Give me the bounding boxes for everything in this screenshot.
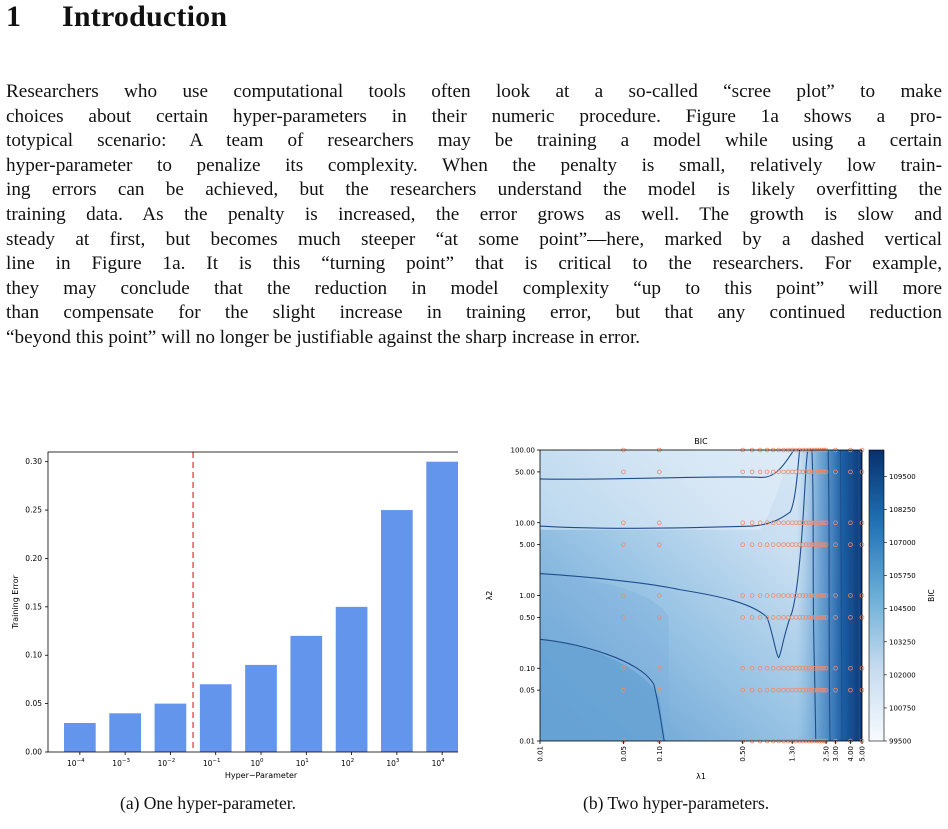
x-tick-label: 5.00 <box>858 746 867 762</box>
y-tick-label: 0.00 <box>25 747 42 757</box>
y-tick-label: 0.05 <box>519 686 535 695</box>
section-title: Introduction <box>62 0 228 33</box>
section-number: 1 <box>6 0 22 33</box>
y-tick-label: 0.10 <box>25 650 42 660</box>
x-tick-label: $10^{-2}$ <box>157 758 176 768</box>
y-axis-label: λ2 <box>485 590 494 601</box>
paragraph-line: steady at first, but becomes much steeper “at some point”—here, marked by a dashed vertical <box>6 228 942 250</box>
y-tick-label: 0.25 <box>25 505 42 515</box>
bar <box>200 684 232 752</box>
x-tick-label: 2.50 <box>822 746 831 762</box>
x-tick-exponent: −4 <box>76 758 85 764</box>
x-tick-label: 0.10 <box>655 746 664 762</box>
chart-title: BIC <box>694 437 708 446</box>
x-tick-label: 1.30 <box>788 746 797 762</box>
bar <box>64 723 96 752</box>
bar <box>290 636 322 752</box>
paragraph-line: “beyond this point” will no longer be justifiable against the sharp increase in error. <box>6 326 641 348</box>
y-tick-label: 100.00 <box>510 446 535 455</box>
x-tick-exponent: 4 <box>441 758 445 764</box>
x-tick-label: $10^{-3}$ <box>112 758 130 768</box>
paragraph-line: they may conclude that the reduction in model complexity “up to this point” will more <box>6 277 942 299</box>
y-tick-label: 0.20 <box>25 553 42 563</box>
caption-a: (a) One hyper-parameter. <box>120 793 297 813</box>
y-tick-label: 0.50 <box>519 613 535 622</box>
paragraph-line: training data. As the penalty is increased, the error grows as well. The growth is slow and <box>6 203 942 225</box>
colorbar-tick-label: 109500 <box>889 472 916 481</box>
y-tick-label: 0.15 <box>25 602 42 612</box>
colorbar-tick-label: 103250 <box>889 638 916 647</box>
x-tick-exponent: −3 <box>121 758 130 764</box>
paragraph-line: ing errors can be achieved, but the researchers understand the model is likely overfitting the <box>6 179 942 201</box>
contour-line <box>859 450 860 741</box>
y-axis-label: Training Error <box>11 575 20 629</box>
bar-chart-one-hyperparameter <box>8 442 458 787</box>
intro-paragraph <box>6 80 942 351</box>
x-axis-label: λ1 <box>696 772 706 781</box>
x-tick-exponent: 2 <box>350 758 355 764</box>
colorbar-tick-label: 105750 <box>889 572 916 581</box>
paragraph-line: than compensate for the slight increase in training error, but that any continued reduction <box>6 302 942 324</box>
paragraph-line: Researchers who use computational tools often look at a so-called “scree plot” to make <box>6 81 942 102</box>
bar <box>245 665 277 752</box>
x-tick-exponent: −2 <box>167 758 176 764</box>
y-tick-label: 1.00 <box>519 592 535 600</box>
bar <box>336 607 368 752</box>
section-heading <box>6 0 227 34</box>
paragraph-line: hyper-parameter to penalize its complexity. When the penalty is small, relatively low train- <box>6 154 942 176</box>
bar <box>155 704 187 752</box>
colorbar-label: BIC <box>927 589 936 602</box>
x-tick-label: $10^4$ <box>431 758 445 768</box>
y-tick-label: 0.05 <box>25 699 42 709</box>
x-tick-label: $10^{-4}$ <box>67 758 85 768</box>
bar <box>426 462 458 752</box>
x-axis-label: Hyper−Parameter <box>224 771 298 780</box>
x-tick-label: 0.05 <box>619 746 628 762</box>
y-tick-label: 0.30 <box>25 457 42 467</box>
paragraph-line: totypical scenario: A team of researchers may be training a model while using a certain <box>6 130 942 152</box>
caption-b: (b) Two hyper-parameters. <box>583 793 770 813</box>
bar <box>381 510 413 752</box>
y-tick-label: 0.10 <box>519 664 535 673</box>
contour-chart-two-hyperparameters <box>478 430 948 790</box>
y-tick-label: 10.00 <box>514 519 535 528</box>
x-tick-label: 4.00 <box>846 746 855 762</box>
y-tick-label: 0.01 <box>519 737 535 746</box>
x-tick-exponent: 3 <box>395 758 400 764</box>
y-tick-label: 5.00 <box>519 541 535 550</box>
x-tick-label: $10^0$ <box>250 758 264 768</box>
colorbar-tick-label: 107000 <box>889 539 916 548</box>
contour-region <box>540 450 792 530</box>
x-tick-exponent: −1 <box>212 758 221 764</box>
x-tick-label: 3.00 <box>832 746 841 762</box>
x-tick-label: 0.50 <box>739 746 748 762</box>
colorbar-tick-label: 102000 <box>889 671 916 680</box>
colorbar-tick-label: 108250 <box>889 506 916 515</box>
bar <box>109 713 141 752</box>
x-tick-label: $10^3$ <box>386 758 400 768</box>
x-tick-label: $10^2$ <box>341 758 355 768</box>
y-tick-label: 50.00 <box>514 468 535 477</box>
x-tick-exponent: 1 <box>305 758 309 764</box>
colorbar-tick-label: 100750 <box>889 704 916 713</box>
paragraph-line: line in Figure 1a. It is this “turning point” that is critical to the researchers. For example, <box>6 253 942 275</box>
x-tick-exponent: 0 <box>260 758 264 764</box>
colorbar <box>869 450 884 741</box>
colorbar-tick-label: 99500 <box>889 737 912 746</box>
colorbar-tick-label: 104500 <box>889 605 916 614</box>
x-tick-label: 0.01 <box>536 746 545 762</box>
paragraph-line: choices about certain hyper-parameters in their numeric procedure. Figure 1a shows a pro- <box>6 105 942 127</box>
x-tick-label: $10^{-1}$ <box>202 758 221 768</box>
x-tick-label: $10^1$ <box>295 758 309 768</box>
